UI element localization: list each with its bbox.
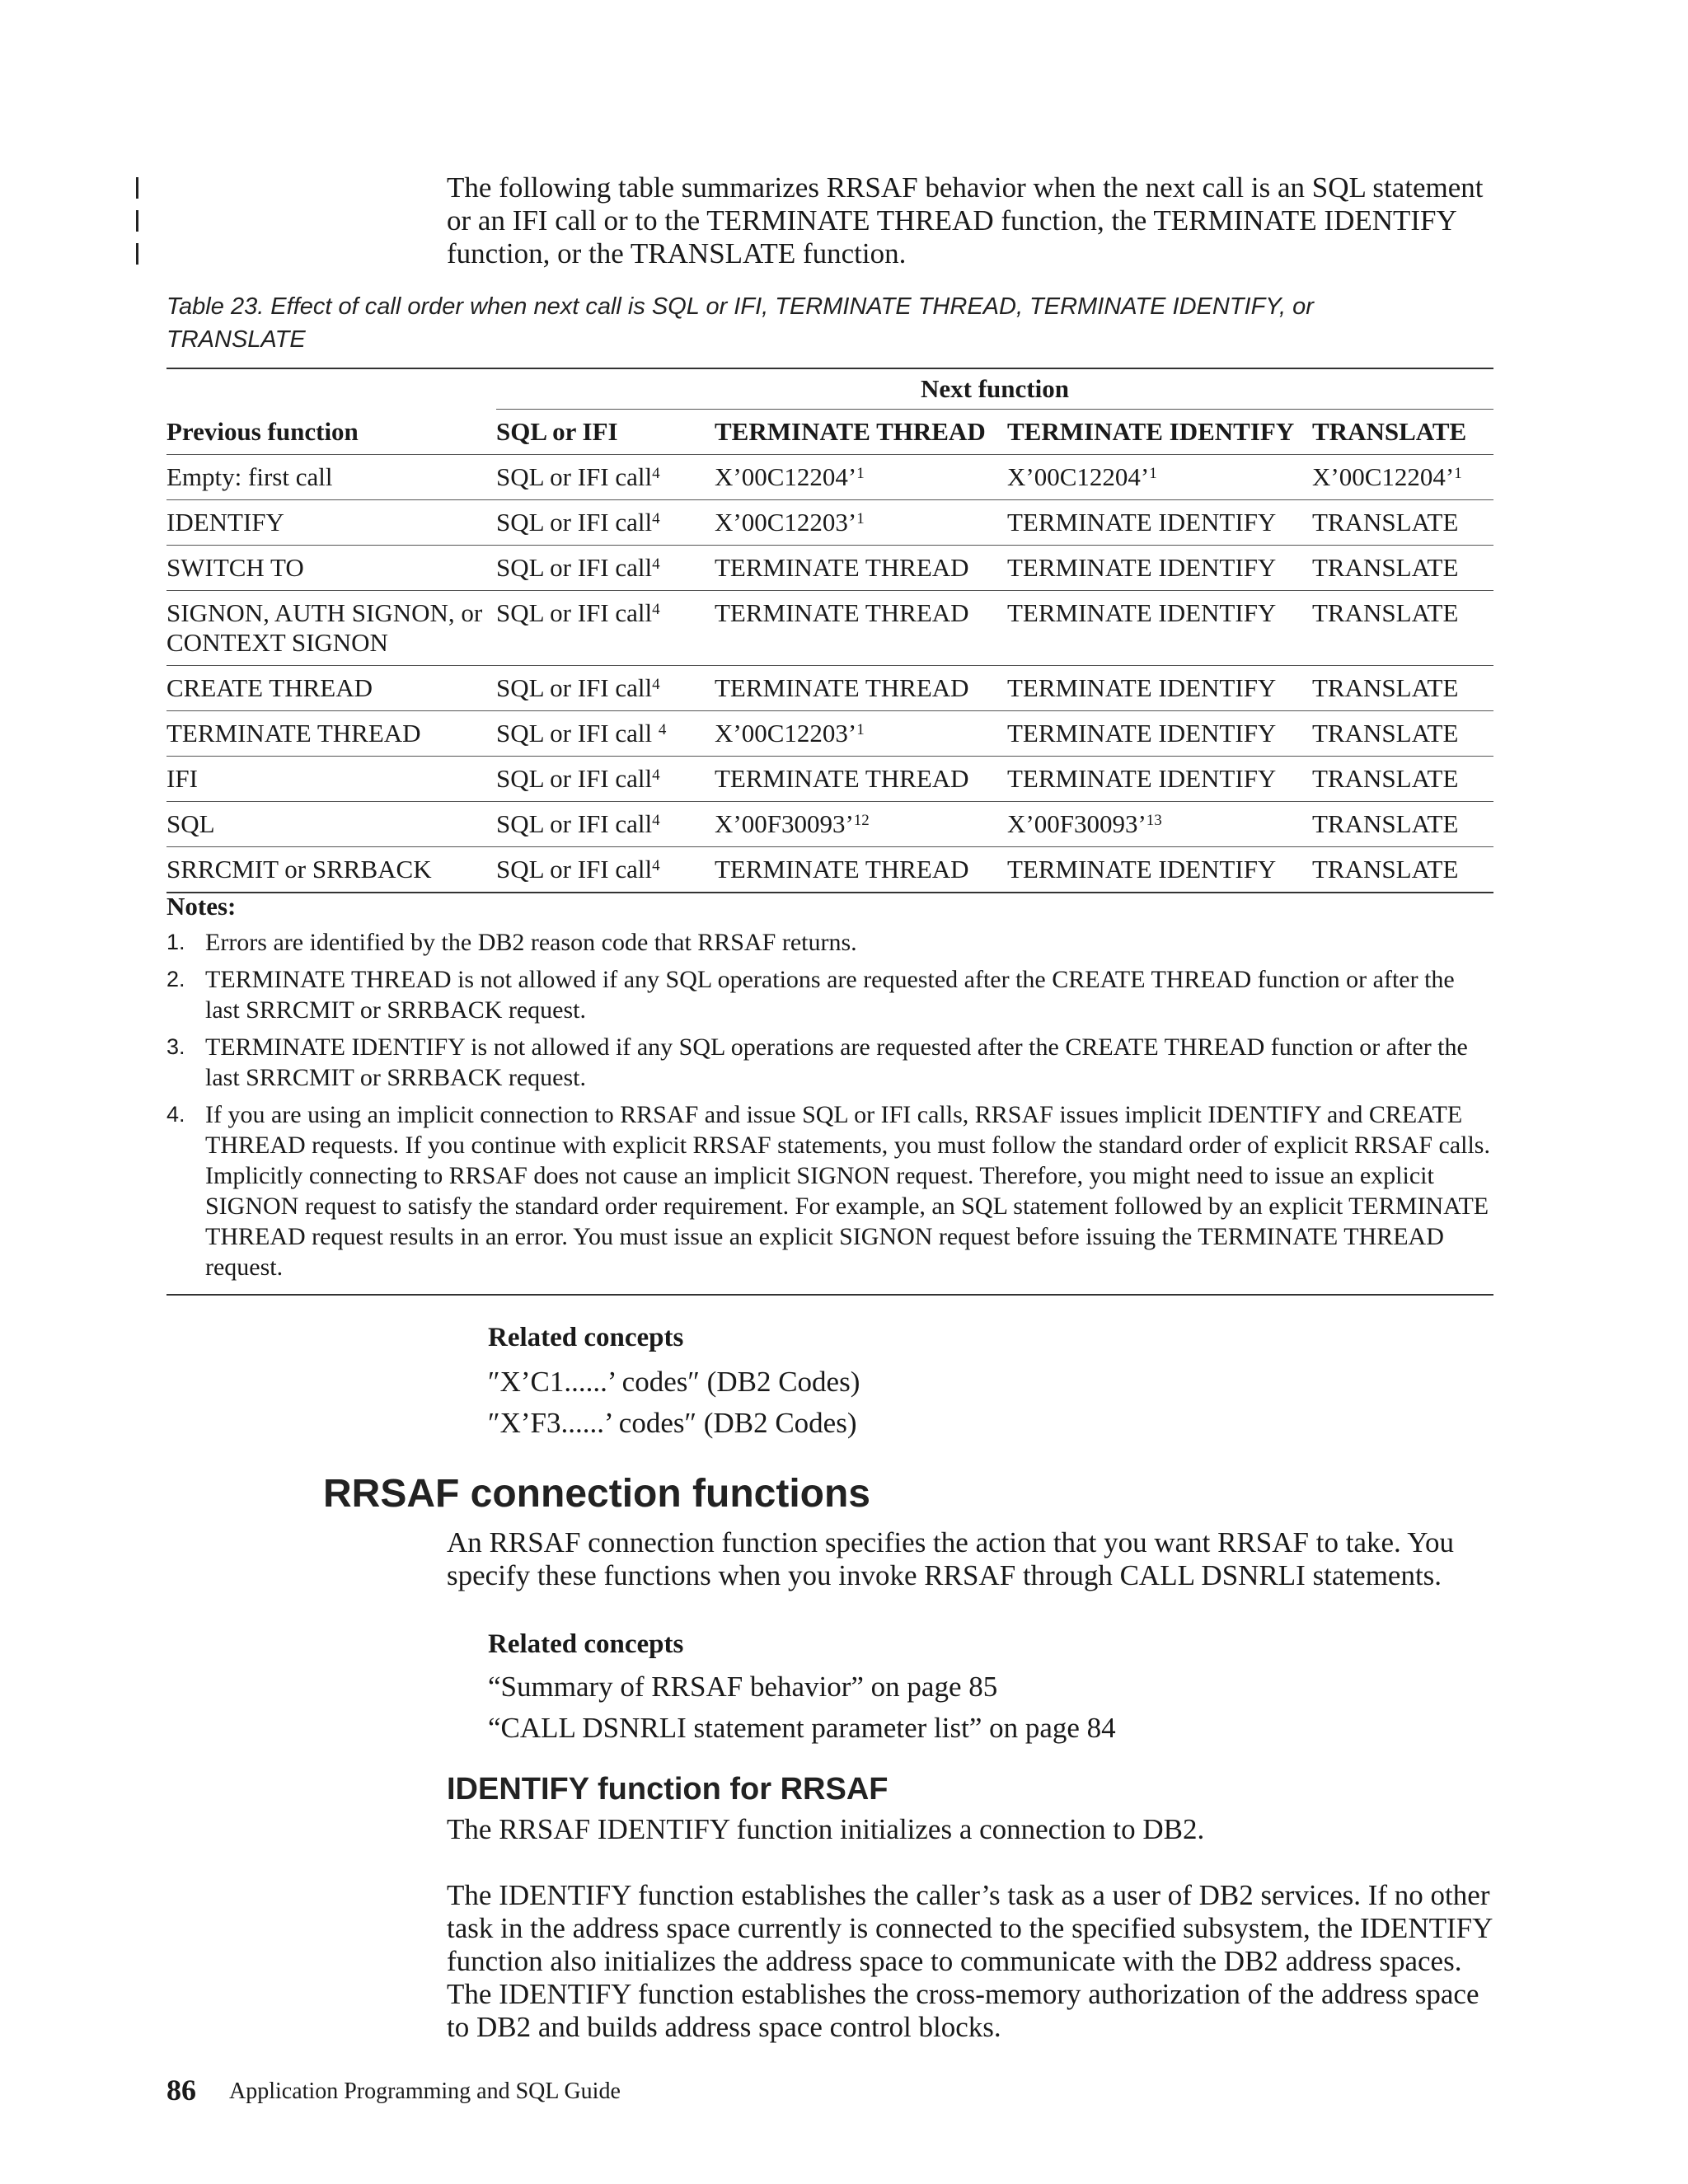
col-header: TERMINATE THREAD (715, 410, 1007, 455)
footnote-ref: 4 (652, 601, 660, 618)
cell-text: SQL or IFI call (496, 809, 653, 838)
notes-list (166, 927, 1493, 1289)
table-cell (496, 666, 715, 711)
table-row (166, 666, 1493, 711)
footnote-ref: 1 (856, 721, 865, 738)
cell-text: SIGNON, AUTH SIGNON, or CONTEXT SIGNON (166, 598, 483, 657)
cell-text: X’00C12204’ (1312, 462, 1455, 491)
footnote-ref: 4 (652, 465, 660, 482)
note-number: 4. (166, 1102, 185, 1127)
cell-text: X’00C12204’ (1007, 462, 1150, 491)
col-header: Previous function (166, 410, 496, 455)
intro-paragraph: The following table summarizes RRSAF behavior when the next call is an SQL statement or an IFI call or to the TERMINATE THREAD function, the TERMINATE IDENTIFY function, or the TRANSLATE function. (447, 171, 1484, 269)
change-bar (136, 177, 138, 199)
footnote-ref: 1 (1454, 465, 1462, 482)
cell-text: TRANSLATE (1312, 809, 1459, 838)
cell-text: SRRCMIT or SRRBACK (166, 855, 432, 883)
table-row (166, 802, 1493, 847)
cell-text: TERMINATE THREAD (715, 598, 969, 627)
cell-text: X’00F30093’ (1007, 809, 1146, 838)
table-cell (166, 847, 496, 893)
cell-text: TERMINATE THREAD (166, 719, 421, 748)
col-header: SQL or IFI (496, 410, 715, 455)
note-item (166, 1099, 1493, 1282)
cell-text: TRANSLATE (1312, 598, 1459, 627)
table-cell (496, 455, 715, 500)
cell-text: TRANSLATE (1312, 855, 1459, 883)
notes-title: Notes: (166, 892, 237, 921)
cell-text: TERMINATE THREAD (715, 764, 969, 793)
table-cell (715, 546, 1007, 591)
cell-text: SQL or IFI call (496, 598, 653, 627)
table-cell (496, 500, 715, 546)
table-cell (1007, 455, 1312, 500)
table-cell (1007, 546, 1312, 591)
table-cell (715, 847, 1007, 893)
note-text: If you are using an implicit connection to RRSAF and issue SQL or IFI calls, RRSAF issues implicit IDENTIFY and CREATE THREAD requests. If you continue with explicit RRSAF statements, you must follow the standard order of explicit RRSAF calls. Implicitly connecting to RRSAF does not cause an implicit SIGNON request. Therefore, you might need to issue an explicit SIGNON request to satisfy the standard order requirement. For example, an SQL statement followed by an explicit TERMINATE THREAD request results in an error. You must issue an explicit SIGNON request before issuing the TERMINATE THREAD request. (205, 1101, 1490, 1281)
book-title: Application Programming and SQL Guide (229, 2079, 621, 2104)
cell-text: TERMINATE IDENTIFY (1007, 508, 1277, 537)
related-link-summary[interactable]: “Summary of RRSAF behavior” on page 85 (488, 1671, 998, 1703)
table-cell (715, 757, 1007, 802)
cell-text: TERMINATE IDENTIFY (1007, 673, 1277, 702)
cell-text: SQL (166, 809, 215, 838)
table-cell (715, 591, 1007, 666)
table-cell (1007, 711, 1312, 757)
table-cell (496, 546, 715, 591)
cell-text: SQL or IFI call (496, 553, 653, 582)
table-cell (1312, 546, 1493, 591)
table-cell (1312, 666, 1493, 711)
identify-paragraph-1: The RRSAF IDENTIFY function initializes a connection to DB2. (447, 1813, 1205, 1845)
notes-bottom-rule (166, 1294, 1493, 1296)
table-cell (1312, 455, 1493, 500)
cell-text: IDENTIFY (166, 508, 284, 537)
table-cell (496, 591, 715, 666)
cell-text: TRANSLATE (1312, 553, 1459, 582)
note-item (166, 927, 1493, 958)
empty-corner (166, 368, 496, 410)
table-cell (496, 802, 715, 847)
table-cell (166, 591, 496, 666)
cell-text: X’00C12203’ (715, 719, 857, 748)
footnote-ref: 4 (652, 857, 660, 874)
related-link-f3-codes[interactable]: ″X’F3......’ codes″ (DB2 Codes) (488, 1407, 857, 1439)
note-text: TERMINATE IDENTIFY is not allowed if any SQL operations are requested after the CREATE THREAD function or after the last SRRCMIT or SRRBACK request. (205, 1033, 1468, 1091)
footnote-ref: 4 (652, 676, 660, 693)
table-cell (166, 666, 496, 711)
note-text: Errors are identified by the DB2 reason code that RRSAF returns. (205, 929, 857, 956)
footnote-ref: 4 (652, 555, 660, 573)
cell-text: TERMINATE THREAD (715, 673, 969, 702)
footnote-ref: 13 (1146, 812, 1162, 829)
section-title: RRSAF connection functions (323, 1472, 870, 1516)
table-row (166, 546, 1493, 591)
footnote-ref: 4 (652, 510, 660, 527)
cell-text: SQL or IFI call (496, 764, 653, 793)
cell-text: TRANSLATE (1312, 673, 1459, 702)
table-cell (1312, 802, 1493, 847)
note-number: 3. (166, 1034, 185, 1059)
footnote-ref: 4 (658, 721, 667, 738)
cell-text: TERMINATE IDENTIFY (1007, 719, 1277, 748)
table-row (166, 711, 1493, 757)
table-cell (1007, 802, 1312, 847)
cell-text: CREATE THREAD (166, 673, 373, 702)
cell-text: SQL or IFI call (496, 855, 653, 883)
table-cell (166, 757, 496, 802)
table-cell (496, 711, 715, 757)
section-paragraph: An RRSAF connection function specifies the action that you want RRSAF to take. You specify these functions when you invoke RRSAF through CALL DSNRLI statements. (447, 1526, 1454, 1591)
table-cell (1007, 757, 1312, 802)
cell-text: TRANSLATE (1312, 764, 1459, 793)
table-cell (166, 546, 496, 591)
related-link-parameter-list[interactable]: “CALL DSNRLI statement parameter list” on page 84 (488, 1712, 1116, 1744)
change-bar (136, 243, 138, 265)
cell-text: TERMINATE IDENTIFY (1007, 598, 1277, 627)
cell-text: SWITCH TO (166, 553, 304, 582)
cell-text: Empty: first call (166, 462, 333, 491)
table-row (166, 591, 1493, 666)
table-cell (715, 666, 1007, 711)
cell-text: TERMINATE THREAD (715, 855, 969, 883)
identify-paragraph-2: The IDENTIFY function establishes the caller’s task as a user of DB2 services. If no other task in the address space currently is connected to the specified subsystem, the IDENTIFY function also initializes the address space to communicate with the DB2 address spaces. The IDENTIFY function establishes the cross-memory authorization of the address space to DB2 and builds address space control blocks. (447, 1879, 1493, 2043)
note-item (166, 964, 1493, 1025)
table-cell (1007, 500, 1312, 546)
group-header-next-function: Next function (496, 368, 1493, 410)
change-bar (136, 210, 138, 232)
subsection-title: IDENTIFY function for RRSAF (447, 1772, 889, 1807)
cell-text: TRANSLATE (1312, 719, 1459, 748)
note-item (166, 1032, 1493, 1093)
table-cell (496, 847, 715, 893)
col-header: TRANSLATE (1312, 410, 1493, 455)
table-cell (166, 802, 496, 847)
cell-text: TERMINATE IDENTIFY (1007, 553, 1277, 582)
related-concepts-heading: Related concepts (488, 1323, 684, 1352)
table-cell (1312, 591, 1493, 666)
page-number: 86 (166, 2074, 196, 2107)
note-text: TERMINATE THREAD is not allowed if any SQL operations are requested after the CREATE THREAD function or after the last SRRCMIT or SRRBACK request. (205, 966, 1455, 1024)
table-cell (715, 500, 1007, 546)
table-cell (166, 500, 496, 546)
related-link-c1-codes[interactable]: ″X’C1......’ codes″ (DB2 Codes) (488, 1366, 860, 1398)
table-cell (1312, 711, 1493, 757)
table-cell (715, 802, 1007, 847)
cell-text: TRANSLATE (1312, 508, 1459, 537)
footnote-ref: 1 (856, 510, 865, 527)
table-cell (496, 757, 715, 802)
cell-text: TERMINATE IDENTIFY (1007, 764, 1277, 793)
cell-text: X’00C12203’ (715, 508, 857, 537)
table-cell (1312, 757, 1493, 802)
cell-text: TERMINATE IDENTIFY (1007, 855, 1277, 883)
table-cell (715, 711, 1007, 757)
table-row (166, 847, 1493, 893)
footnote-ref: 12 (853, 812, 870, 829)
cell-text: TERMINATE THREAD (715, 553, 969, 582)
footnote-ref: 4 (652, 766, 660, 784)
cell-text: SQL or IFI call (496, 719, 659, 748)
table-cell (1312, 847, 1493, 893)
table-cell (1312, 500, 1493, 546)
table-cell (1007, 666, 1312, 711)
cell-text: SQL or IFI call (496, 508, 653, 537)
table-cell (1007, 591, 1312, 666)
footnote-ref: 1 (1149, 465, 1157, 482)
footnote-ref: 4 (652, 812, 660, 829)
cell-text: IFI (166, 764, 198, 793)
note-number: 2. (166, 967, 185, 991)
table-cell (166, 455, 496, 500)
table-cell (1007, 847, 1312, 893)
table-row (166, 455, 1493, 500)
table-cell (715, 455, 1007, 500)
cell-text: X’00C12204’ (715, 462, 857, 491)
call-order-table (166, 368, 1493, 893)
table-caption: Table 23. Effect of call order when next call is SQL or IFI, TERMINATE THREAD, TERMINATE IDENTIFY, or TRANSLATE (166, 293, 1314, 353)
note-number: 1. (166, 930, 185, 954)
table-row (166, 757, 1493, 802)
table-row (166, 500, 1493, 546)
col-header: TERMINATE IDENTIFY (1007, 410, 1312, 455)
cell-text: SQL or IFI call (496, 462, 653, 491)
cell-text: SQL or IFI call (496, 673, 653, 702)
related-concepts-heading: Related concepts (488, 1629, 684, 1659)
footnote-ref: 1 (856, 465, 865, 482)
cell-text: X’00F30093’ (715, 809, 854, 838)
table-cell (166, 711, 496, 757)
